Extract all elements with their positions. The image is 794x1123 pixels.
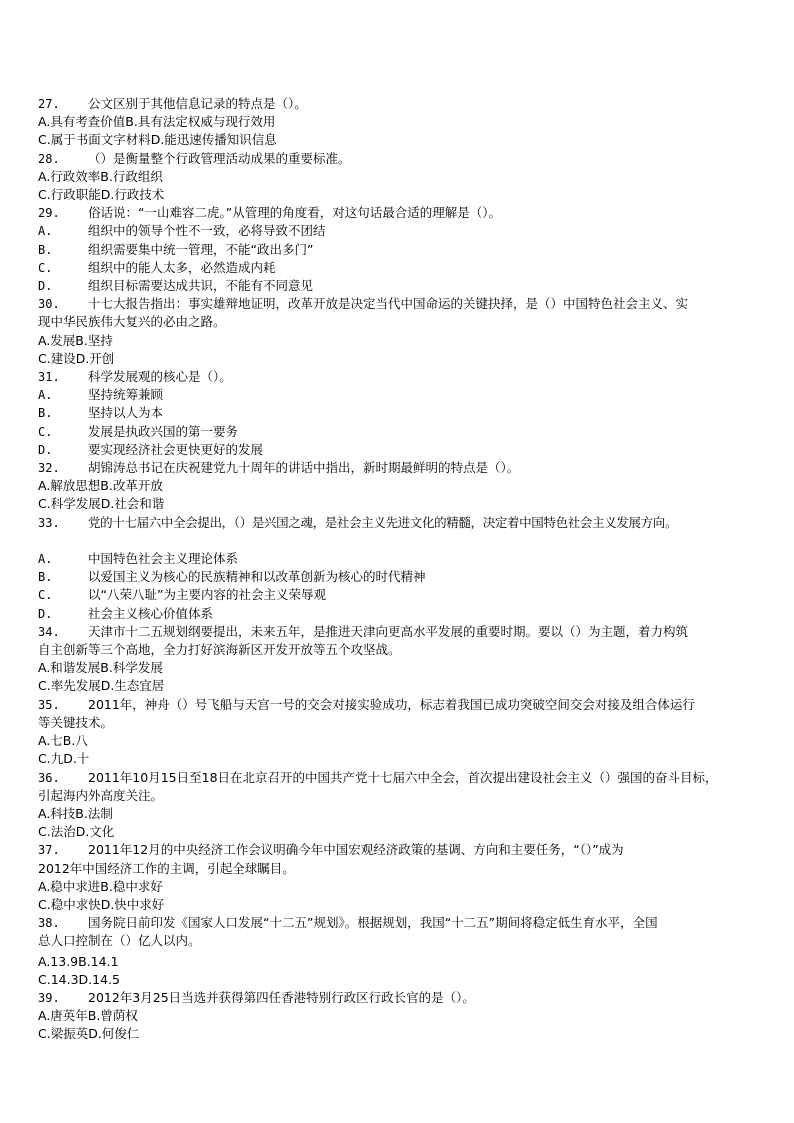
- option-line: A.唐英年B.曾荫权: [38, 1008, 138, 1024]
- question-32: [38, 459, 768, 514]
- option-item: [38, 605, 768, 623]
- question-text: 2011年10月15日至18日在北京召开的中国共产党十七届六中全会，首次提出建设社会主义（）强国的奋斗目标，: [88, 769, 718, 785]
- option-text: 要实现经济社会更快更好的发展: [88, 441, 264, 457]
- option-letter: D.: [38, 442, 53, 457]
- option-line: A.七B.八: [38, 733, 88, 749]
- option-item: [38, 404, 768, 422]
- option-item: [38, 423, 768, 441]
- option-line: C.行政职能D.行政技术: [38, 187, 165, 203]
- question-28: [38, 150, 768, 205]
- option-line: A.具有考查价值B.具有法定权威与现行效用: [38, 114, 276, 130]
- question-text-continued: 自主创新等三个高地，全力打好滨海新区开发开放等五个攻坚战。: [38, 642, 401, 658]
- question-number: 28.: [38, 151, 60, 166]
- question-39: [38, 989, 768, 1044]
- question-number: 34.: [38, 624, 60, 639]
- question-33: [38, 514, 768, 623]
- option-text: 组织中的领导个性不一致，必将导致不团结: [88, 223, 326, 239]
- option-letter: B.: [38, 570, 53, 585]
- question-27: [38, 95, 768, 150]
- document-page: [38, 95, 768, 1044]
- option-item: [38, 441, 768, 459]
- question-text: 公文区别于其他信息记录的特点是（）。: [88, 96, 307, 111]
- question-34: [38, 623, 768, 696]
- question-text-continued: 现中华民族伟大复兴的必由之路。: [38, 314, 226, 330]
- question-text: 党的十七届六中全会提出，（）是兴国之魂，是社会主义先进文化的精髓，决定着中国特色社会主义发展方向。: [88, 514, 678, 530]
- option-letter: B.: [38, 242, 53, 257]
- question-text-continued: 引起海内外高度关注。: [38, 787, 164, 803]
- option-letter: D.: [38, 606, 53, 621]
- question-text: 天津市十二五规划纲要提出，未来五年，是推进天津向更高水平发展的重要时期。要以（）为主题，着力构筑: [88, 623, 689, 639]
- option-line: C.九D.十: [38, 751, 90, 767]
- option-item: [38, 586, 768, 604]
- option-line: C.科学发展D.社会和谐: [38, 496, 165, 512]
- question-number: 37.: [38, 843, 60, 858]
- question-text: 俗话说：“一山难容二虎。”从管理的角度看，对这句话最合适的理解是（）。: [88, 205, 501, 221]
- option-item: [38, 568, 768, 586]
- option-text: 坚持统筹兼顾: [88, 387, 164, 403]
- question-text: 十七大报告指出：事实雄辩地证明，改革开放是决定当代中国命运的关键抉择，是（）中国特色社会主义、实: [88, 296, 689, 312]
- question-number: 35.: [38, 697, 60, 712]
- option-letter: D.: [38, 279, 53, 294]
- blank-line: [38, 532, 768, 550]
- question-text: 2011年12月的中央经济工作会议明确今年中国宏观经济政策的基调、方向和主要任务，“（）”成为: [88, 842, 624, 858]
- question-text-continued: 总人口控制在（）亿人以内。: [38, 933, 201, 949]
- option-line: C.14.3D.14.5: [38, 971, 120, 987]
- option-line: C.建设D.开创: [38, 350, 115, 366]
- question-35: [38, 696, 768, 769]
- question-text: 2011年，神舟（）号飞船与天宫一号的交会对接实验成功，标志着我国已成功突破空间交会对接及组合体运行: [88, 696, 695, 712]
- option-line: A.稳中求进B.稳中求好: [38, 878, 163, 894]
- option-line: A.13.9B.14.1: [38, 953, 119, 969]
- option-line: A.和谐发展B.科学发展: [38, 660, 163, 676]
- option-line: A.科技B.法制: [38, 805, 113, 821]
- option-item: [38, 222, 768, 240]
- option-item: [38, 550, 768, 568]
- question-text: （）是衡量整个行政管理活动成果的重要标准。: [88, 150, 351, 166]
- option-letter: A.: [38, 224, 53, 239]
- option-item: [38, 259, 768, 277]
- question-text: 2012年3月25日当选并获得第四任香港特别行政区行政长官的是（）。: [88, 989, 475, 1005]
- option-text: 组织中的能人太多，必然造成内耗: [88, 259, 276, 275]
- option-line: A.发展B.坚持: [38, 332, 113, 348]
- question-number: 32.: [38, 461, 60, 476]
- option-letter: B.: [38, 406, 53, 421]
- option-line: C.率先发展D.生态宜居: [38, 678, 165, 694]
- option-text: 社会主义核心价值体系: [88, 605, 214, 621]
- option-line: C.法治D.文化: [38, 824, 115, 840]
- option-line: A.解放思想B.改革开放: [38, 478, 163, 494]
- question-29: [38, 204, 768, 295]
- question-number: 36.: [38, 770, 60, 785]
- question-37: [38, 841, 768, 914]
- question-number: 30.: [38, 297, 60, 312]
- option-text: 发展是执政兴国的第一要务: [88, 423, 239, 439]
- question-36: [38, 769, 768, 842]
- option-line: C.稳中求快D.快中求好: [38, 896, 165, 912]
- option-text: 中国特色社会主义理论体系: [88, 551, 239, 567]
- option-item: [38, 386, 768, 404]
- option-text: 组织需要集中统一管理，不能“政出多门”: [88, 241, 314, 257]
- option-letter: A.: [38, 552, 53, 567]
- option-text: 坚持以人为本: [88, 405, 164, 421]
- question-38: [38, 914, 768, 989]
- option-item: [38, 241, 768, 259]
- option-line: C.梁振英D.何俊仁: [38, 1026, 140, 1042]
- question-text: 胡锦涛总书记在庆祝建党九十周年的讲话中指出，新时期最鲜明的特点是（）。: [88, 460, 520, 476]
- option-text: 组织目标需要达成共识，不能有不同意见: [88, 278, 314, 294]
- question-31: [38, 368, 768, 459]
- question-30: [38, 295, 768, 368]
- question-number: 38.: [38, 916, 60, 931]
- option-letter: C.: [38, 424, 53, 439]
- question-text: 国务院日前印发《国家人口发展“十二五”规划》。根据规划，我国“十二五”期间将稳定低生育水平，全国: [88, 915, 658, 931]
- question-number: 39.: [38, 990, 60, 1005]
- option-letter: C.: [38, 588, 53, 603]
- option-text: 以爱国主义为核心的民族精神和以改革创新为核心的时代精神: [88, 569, 426, 585]
- question-number: 31.: [38, 370, 60, 385]
- question-number: 27.: [38, 97, 60, 111]
- option-line: A.行政效率B.行政组织: [38, 168, 163, 184]
- question-number: 29.: [38, 206, 60, 221]
- option-text: 以“八荣八耻”为主要内容的社会主义荣辱观: [88, 587, 326, 603]
- question-text-continued: 等关键技术。: [38, 714, 114, 730]
- question-number: 33.: [38, 515, 60, 530]
- question-text: 科学发展观的核心是（）。: [88, 369, 232, 385]
- option-letter: C.: [38, 260, 53, 275]
- option-line: C.属于书面文字材料D.能迅速传播知识信息: [38, 132, 277, 148]
- option-item: [38, 277, 768, 295]
- question-text-continued: 2012年中国经济工作的主调，引起全球瞩目。: [38, 860, 295, 876]
- option-letter: A.: [38, 388, 53, 403]
